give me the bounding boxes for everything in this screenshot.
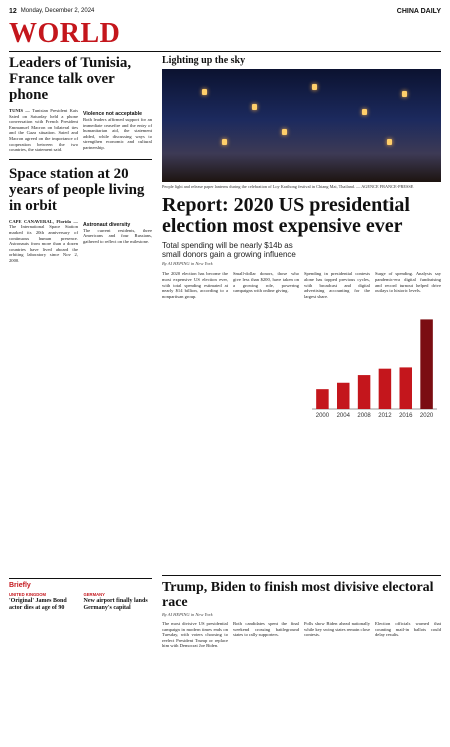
chart-bar xyxy=(337,383,350,409)
lead-left-byline: TUNIS — Tunisian President Kais Saied on Saturday held a phone conversation with French President Emmanuel Macron on bilateral ties and the Gaza situation. Saied and Macron agreed on the importance of cooperation between the two countries, the statement said. xyxy=(9,108,78,153)
space-subhead: Astronaut diversity xyxy=(83,221,131,228)
trump-col: The most divisive US presidential campaign in modern times ends on Tuesday, with voters choosing to reelect President Trump or replace him with Democrat Joe Biden. xyxy=(162,621,228,649)
brief-tag: GERMANY xyxy=(83,592,105,597)
chart-tick-label: 2000 xyxy=(315,413,330,419)
trump-body xyxy=(162,621,441,649)
lantern-photo xyxy=(162,69,441,182)
right-column xyxy=(162,55,441,299)
chart-bar xyxy=(316,389,329,409)
election-col: Surge of spending. Analysts say pandemic-era digital fundraising and record turnout helped drive outlays to historic levels. xyxy=(375,271,441,294)
trump-byline: By AI HEPING in New York xyxy=(162,612,213,617)
briefly-head: Briefly xyxy=(9,582,31,589)
lantern-image-mark xyxy=(312,84,317,90)
brief-tag: UNITED KINGDOM xyxy=(9,592,46,597)
chart-bar xyxy=(400,367,413,409)
election-body xyxy=(162,271,441,299)
spending-chart xyxy=(304,303,441,423)
lantern-image-mark xyxy=(222,139,227,145)
chart-bar xyxy=(358,375,370,409)
space-body xyxy=(9,219,152,264)
brief-headline: New airport finally lands Germany's capital xyxy=(83,598,148,611)
briefly-box xyxy=(9,578,152,612)
chart-bar xyxy=(379,369,392,409)
chart-bar xyxy=(420,319,433,409)
paper-name: CHINA DAILY xyxy=(396,7,441,15)
briefly-grid xyxy=(9,592,152,612)
space-headline: Space station at 20 years of people living in orbit xyxy=(9,165,145,214)
chart-tick-label: 2004 xyxy=(336,413,350,419)
election-col: Small-dollar donors, those who give less than $200, have taken on a growing role, powering campaigns with online giving. xyxy=(233,271,299,294)
page-header xyxy=(9,6,441,16)
trump-col: Election officials warned that counting mail-in ballots could delay results. xyxy=(375,621,441,638)
lead-left-text-b: Both leaders affirmed support for an immediate ceasefire and the entry of humanitarian aid, the statement added, while discussing ways to strengthen economic and cultural partnership. xyxy=(83,117,152,150)
election-deck: Total spending will be nearly $14b as small donors gain a growing influence xyxy=(162,241,296,260)
photo-label: Lighting up the sky xyxy=(162,55,246,66)
date-line: Monday, December 2, 2024 xyxy=(20,8,95,14)
photo-caption: People light and release paper lanterns during the celebration of Loy Krathong festival in Chiang Mai, Thailand. — AGENCE FRANCE-PRESSE xyxy=(162,184,414,189)
space-text-a: CAPE CANAVERAL, Florida — The International Space Station marked its 20th anniversary of continuous human presence. Astronauts from more than a dozen countries have lived aboard the orbiting laboratory since Nov 2, 2000. xyxy=(9,218,78,263)
page-number: 12 xyxy=(9,7,17,15)
section-title: WORLD xyxy=(9,18,121,49)
lead-left-subhead: Violence not acceptable xyxy=(83,111,143,117)
chart-tick-label: 2020 xyxy=(419,413,434,419)
header-left xyxy=(9,8,94,15)
brief-item xyxy=(9,592,78,612)
lead-left-headline: Leaders of Tunisia, France talk over phone xyxy=(9,55,132,103)
lantern-image-mark xyxy=(282,129,287,135)
trump-col: Polls show Biden ahead nationally while key swing states remain close contests. xyxy=(304,621,370,638)
trump-story xyxy=(162,580,441,649)
left-divider xyxy=(9,159,152,160)
trump-headline: Trump, Biden to finish most divisive electoral race xyxy=(162,580,434,610)
trump-rule xyxy=(162,575,441,576)
chart-tick-label: 2008 xyxy=(357,413,371,419)
lantern-image-mark xyxy=(202,89,207,95)
lantern-image-mark xyxy=(387,139,392,145)
lantern-image-mark xyxy=(252,104,257,110)
election-byline: By AI HEPING in New York xyxy=(162,261,213,267)
section-rule xyxy=(9,51,441,52)
space-text-b: The current residents, three Americans and four Russians, gathered to reflect on the milestone. xyxy=(83,227,152,244)
lantern-image-mark xyxy=(402,91,407,97)
chart-tick-label: 2012 xyxy=(378,413,392,419)
brief-headline: 'Original' James Bond actor dies at age of 90 xyxy=(9,598,67,611)
brief-item xyxy=(84,592,153,612)
chart-tick-label: 2016 xyxy=(399,413,413,419)
trump-col: Both candidates spent the final weekend crossing battleground states to rally supporters. xyxy=(233,621,299,638)
briefly-rule xyxy=(9,578,152,579)
election-headline: Report: 2020 US presidential election most expensive ever xyxy=(162,194,410,237)
election-col: Spending in presidential contests alone has topped previous cycles, with broadcast and digital advertising accounting for the largest share. xyxy=(304,271,370,299)
left-column xyxy=(9,55,152,264)
lantern-image-mark xyxy=(362,109,367,115)
lead-left-body xyxy=(9,108,152,153)
election-col: The 2020 election has become the most expensive US election ever, with total spending estimated at nearly $14 billion, according to a nonpartisan group. xyxy=(162,271,228,299)
